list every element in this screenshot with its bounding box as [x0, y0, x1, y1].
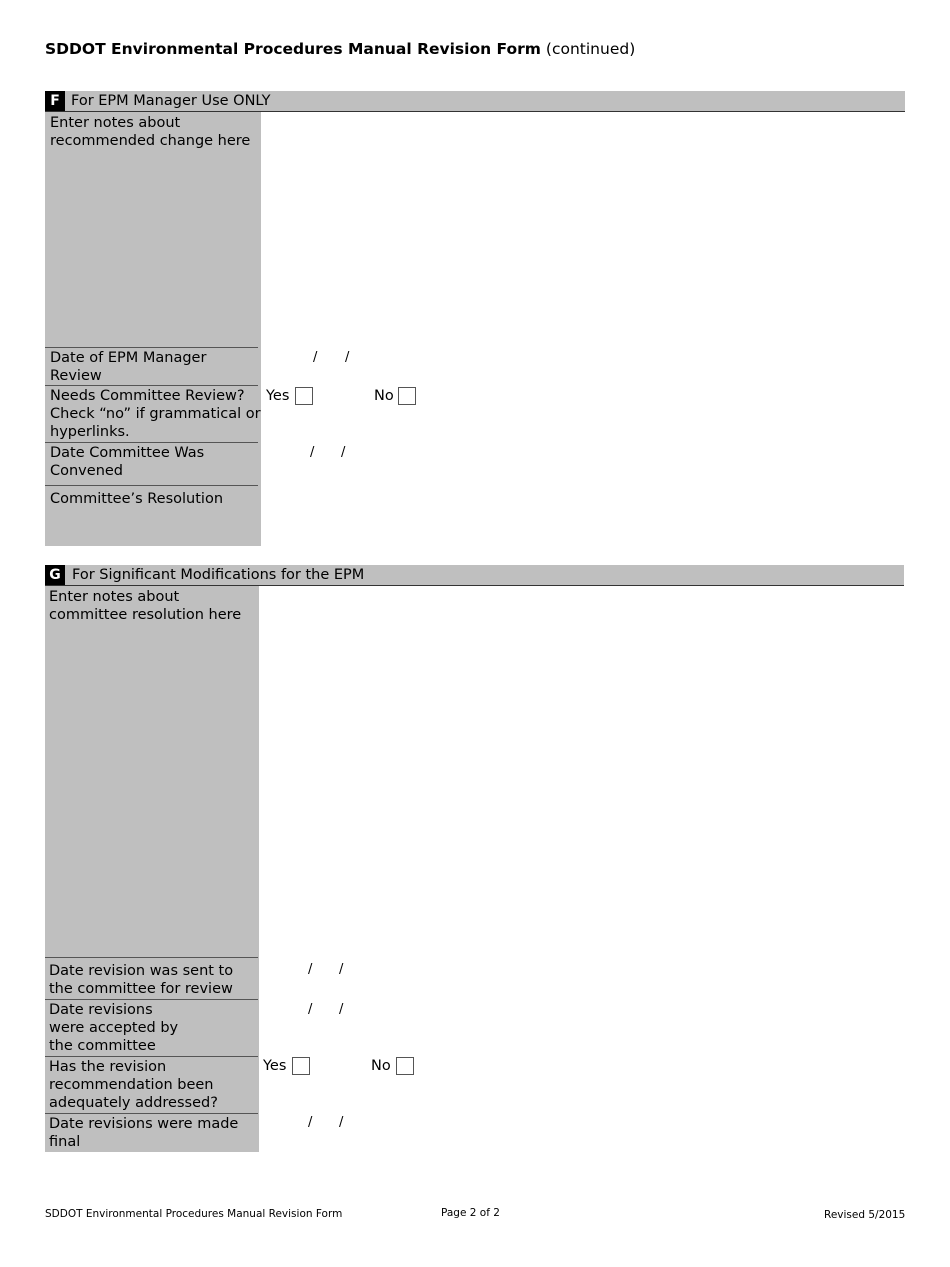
section-f-label-column: [45, 112, 261, 546]
section-f-notes-label: Enter notes about recommended change here: [50, 115, 251, 149]
footer-page-number: Page 2 of 2: [441, 1207, 500, 1219]
section-f-review-date-label: Date of EPM Manager Review: [50, 350, 207, 384]
date-separator: /: [341, 445, 346, 460]
date-separator: /: [339, 1115, 344, 1130]
divider: [45, 1056, 258, 1057]
section-f-convened-label: Date Committee Was Convened: [50, 445, 205, 479]
divider: [45, 957, 258, 958]
section-g-notes-field[interactable]: [259, 586, 904, 957]
divider: [45, 347, 258, 348]
form-title: [45, 40, 635, 58]
section-f-resolution-field[interactable]: [262, 486, 905, 546]
divider: [45, 385, 258, 386]
form-title-suffix: (continued): [545, 40, 636, 58]
section-g-accepted-label: Date revisions were accepted by the committee: [49, 1002, 179, 1054]
divider: [45, 485, 258, 486]
section-g-title: For Significant Modifications for the EPM: [72, 567, 365, 583]
section-g-letter: G: [45, 565, 65, 585]
divider: [45, 442, 258, 443]
section-f-notes-field[interactable]: [261, 112, 905, 347]
section-g-no-checkbox[interactable]: [396, 1057, 414, 1075]
section-f-needs-review-label: Needs Committee Review? Check “no” if grammatical or hyperlinks.: [50, 388, 261, 440]
divider: [45, 1113, 258, 1114]
date-separator: /: [339, 1002, 344, 1017]
section-f-review-date-field[interactable]: [262, 348, 422, 384]
section-f-header: [45, 91, 905, 112]
section-f-yes-label: Yes: [266, 388, 290, 404]
section-f-no-checkbox[interactable]: [398, 387, 416, 405]
section-g-addressed-label: Has the revision recommendation been adequately addressed?: [49, 1059, 218, 1111]
section-g-final-label: Date revisions were made final: [49, 1116, 239, 1150]
date-separator: /: [308, 962, 313, 977]
section-f-yes-checkbox[interactable]: [295, 387, 313, 405]
section-g-header: [45, 565, 904, 586]
date-separator: /: [308, 1115, 313, 1130]
date-separator: /: [345, 350, 350, 365]
section-f-title: For EPM Manager Use ONLY: [71, 93, 271, 109]
section-g-notes-label: Enter notes about committee resolution here: [49, 589, 242, 623]
section-g-final-date-field[interactable]: [260, 1114, 420, 1152]
section-g-sent-label: Date revision was sent to the committee for review: [49, 963, 234, 997]
divider: [45, 999, 258, 1000]
date-separator: /: [339, 962, 344, 977]
footer-form-name: SDDOT Environmental Procedures Manual Revision Form: [45, 1208, 343, 1220]
date-separator: /: [313, 350, 318, 365]
section-g-yes-checkbox[interactable]: [292, 1057, 310, 1075]
section-g-yes-label: Yes: [263, 1058, 287, 1074]
section-f-resolution-label: Committee’s Resolution: [50, 491, 224, 507]
section-f-letter: F: [45, 91, 65, 111]
section-f-no-label: No: [374, 388, 394, 404]
date-separator: /: [310, 445, 315, 460]
section-g-no-label: No: [371, 1058, 391, 1074]
form-title-main: SDDOT Environmental Procedures Manual Revision Form: [45, 40, 541, 58]
footer-revised-date: Revised 5/2015: [824, 1209, 906, 1221]
section-f-convened-date-field[interactable]: [262, 443, 422, 483]
date-separator: /: [308, 1002, 313, 1017]
section-g-sent-date-field[interactable]: [260, 958, 420, 998]
section-g-accepted-date-field[interactable]: [260, 1000, 420, 1040]
